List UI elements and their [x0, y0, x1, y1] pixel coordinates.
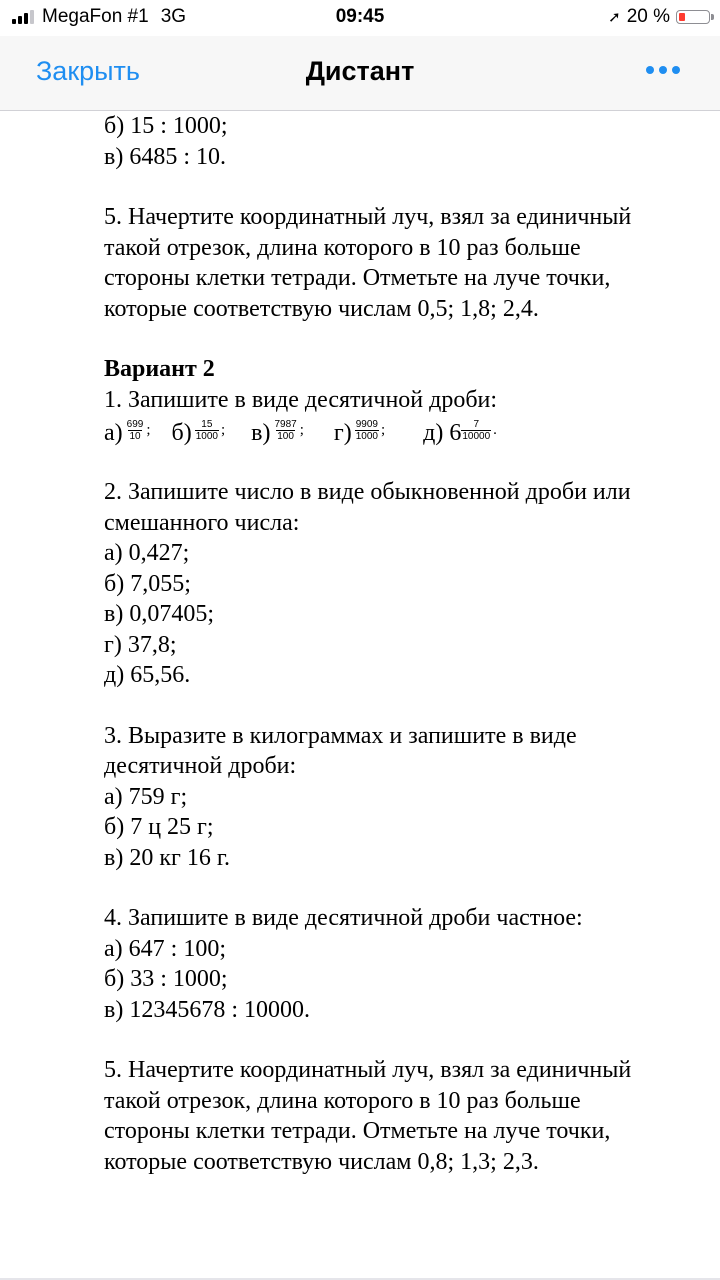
text-line: а) 759 г; — [104, 783, 188, 810]
text-line: 5. Начертите координатный луч, взял за единичный — [104, 1057, 632, 1083]
variant-heading: Вариант 2 — [104, 356, 215, 382]
text-line: в) 0,07405; — [104, 601, 214, 627]
fraction-row — [104, 411, 694, 445]
fraction-item: а) $\frac{699}{10}$ ; — [104, 419, 151, 446]
text-line: а) 0,427; — [104, 540, 190, 566]
text-line: такой отрезок, длина которого в 10 раз больше — [104, 1087, 581, 1114]
text-line: г) 37,8; — [104, 631, 177, 658]
text-line: 5. Начертите координатный луч, взял за единичный — [104, 204, 632, 230]
network-type: 3G — [160, 6, 187, 27]
text-line: б) 33 : 1000; — [104, 966, 228, 992]
document-viewer[interactable] — [0, 111, 720, 1280]
text-line: а) 647 : 100; — [104, 935, 226, 962]
text-line: которые соответствую числам 0,5; 1,8; 2,4. — [104, 295, 539, 322]
text-line: 1. Запишите в виде десятичной дроби: — [104, 386, 498, 413]
fraction-item: б) $\frac{15}{1000}$ ; — [171, 419, 226, 446]
text-line: б) 7 ц 25 г; — [104, 814, 214, 840]
text-line: смешанного числа: — [104, 509, 300, 536]
text-line: б) 15 : 1000; — [104, 113, 228, 139]
text-line: в) 20 кг 16 г. — [104, 844, 230, 871]
document-page — [104, 111, 694, 1177]
location-arrow-icon: ➚ — [608, 9, 621, 26]
clock: 09:45 — [335, 6, 385, 27]
page-title: Дистант — [305, 56, 415, 86]
battery-info — [608, 6, 710, 28]
text-line: такой отрезок, длина которого в 10 раз больше — [104, 234, 581, 261]
text-line: д) 65,56. — [104, 662, 191, 688]
fraction-item: г) $\frac{9909}{1000}$ ; — [333, 419, 386, 446]
navigation-bar — [0, 36, 720, 111]
text-line: 4. Запишите в виде десятичной дроби частное: — [104, 905, 583, 931]
text-line: 2. Запишите число в виде обыкновенной дроби или — [104, 479, 631, 505]
status-bar — [0, 0, 720, 36]
ellipsis-icon[interactable] — [646, 60, 680, 80]
text-line: стороны клетки тетради. Отметьте на луче точки, — [104, 265, 611, 291]
text-line: б) 7,055; — [104, 570, 191, 597]
fraction-item: д) 6 $\frac{7}{10000}$ . — [423, 419, 497, 446]
text-line: стороны клетки тетради. Отметьте на луче точки, — [104, 1118, 611, 1144]
text-line: 3. Выразите в килограммах и запишите в виде — [104, 722, 577, 749]
battery-percent: 20 % — [626, 6, 670, 27]
text-line: десятичной дроби: — [104, 753, 297, 779]
text-line: в) 6485 : 10. — [104, 143, 226, 170]
close-button[interactable]: Закрыть — [36, 56, 140, 86]
text-line: которые соответствую числам 0,8; 1,3; 2,3. — [104, 1148, 539, 1175]
fraction-item: в) $\frac{7987}{100}$ ; — [251, 419, 304, 446]
text-line: в) 12345678 : 10000. — [104, 996, 310, 1023]
battery-icon — [676, 10, 710, 24]
carrier-name: MegaFon #1 — [42, 6, 149, 27]
